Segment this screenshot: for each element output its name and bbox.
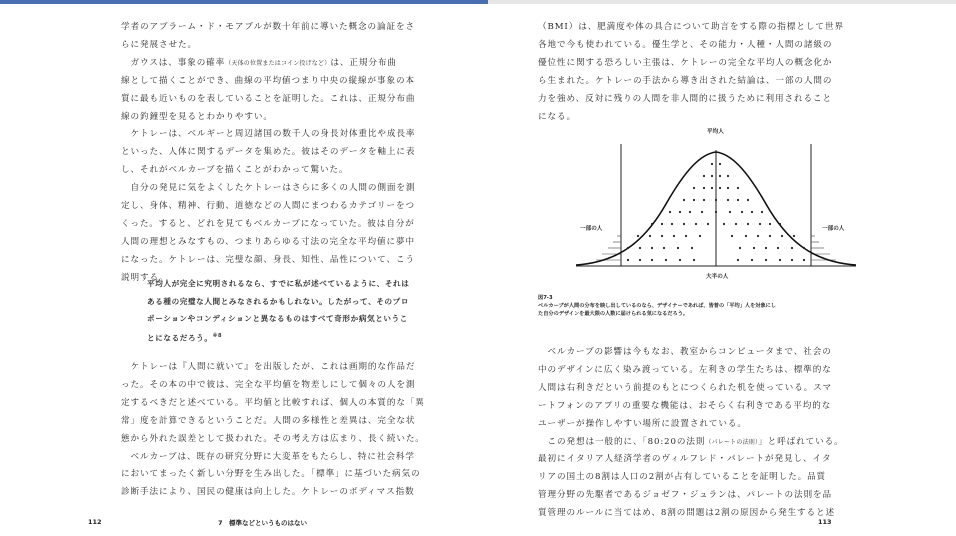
text-line: 自分の発見に気をよくしたケトレーはさらに多くの人間の側面を測 xyxy=(121,183,416,194)
text-line: 質に最も近いものを表していることを証明した。これは、正規分布曲 xyxy=(121,93,416,104)
text-line: 質管理のルールに当てはめ、8割の問題は2割の原因から発生すると述 xyxy=(538,508,836,519)
figure-caption xyxy=(538,294,776,319)
population-dot xyxy=(731,235,733,237)
population-dot xyxy=(703,187,705,189)
text-line: ユーザーが操作しやすい場所に設置されている。 xyxy=(538,418,747,429)
population-dot xyxy=(679,259,681,261)
text-line: 人間は右利きだという前提のもとにつくられた机を使っている。スマ xyxy=(538,382,832,393)
right-paragraph-block-2 xyxy=(538,344,844,523)
population-dot xyxy=(693,187,695,189)
text-line xyxy=(121,55,415,73)
quote-line xyxy=(147,328,417,347)
population-dot xyxy=(735,223,737,225)
population-dot xyxy=(779,259,781,261)
population-dot xyxy=(757,235,759,237)
left-paragraph-block-2 xyxy=(121,359,425,502)
quote-line: ある種の完璧な人間とみなされるかもしれない。したがって、そのプロ xyxy=(147,296,410,306)
population-dot xyxy=(779,223,781,225)
text-line: 中のデザインに広く染み渡っている。左利きの学生たちは、標準的な xyxy=(538,364,832,375)
inline-note: （パレートの法則） xyxy=(705,438,759,446)
population-dot xyxy=(679,211,681,213)
text-segment: は、正規分布曲 xyxy=(330,57,397,68)
label-some-people-left: 一部の人 xyxy=(580,226,603,232)
population-dot xyxy=(627,247,629,249)
text-line: リアの国土の8割は人口の2割が占有していることを証明した。品質 xyxy=(538,472,827,483)
text-line: くった。すると、どれを見てもベルカーブになっていた。彼は自分が xyxy=(121,218,415,229)
text-line: 診断手法により、国民の健康は向上した。ケトレーのボディマス指数 xyxy=(121,487,415,498)
population-dot xyxy=(691,247,693,249)
population-dot xyxy=(727,187,729,189)
population-dot xyxy=(627,259,629,261)
population-dot xyxy=(719,187,721,189)
population-dot xyxy=(737,199,739,201)
population-dot xyxy=(765,259,767,261)
text-line: 管理分野の先駆者であるジョゼフ・ジュランは、パレートの法則を品 xyxy=(538,490,832,501)
population-dot xyxy=(683,199,685,201)
left-page xyxy=(0,4,478,536)
text-line: 線として描くことができ、曲線の平均値つまり中央の縦線が事象の本 xyxy=(121,75,415,86)
right-page xyxy=(478,4,956,536)
text-line: といった、人体に関するデータを集めた。彼はそのデータを軸上に表 xyxy=(121,147,416,158)
text-line: 線の釣鐘型を見るとわかりやすい。 xyxy=(121,111,273,122)
population-dot xyxy=(661,235,663,237)
population-dot xyxy=(803,247,805,249)
label-average-person: 平均人 xyxy=(707,129,724,135)
population-dot xyxy=(651,259,653,261)
population-dot xyxy=(703,199,705,201)
caption-line: た自分のデザインを最大限の人数に届けられる気になるだろう。 xyxy=(538,311,689,318)
label-most-people: 大半の人 xyxy=(706,274,729,280)
text-line: った。その本の中で彼は、完全な平均値を物差しにして個々の人を測 xyxy=(121,379,416,390)
left-tail-hatching xyxy=(596,236,621,260)
text-line: 学者のアブラーム・ド・モアブルが数十年前に導いた概念の論証をさ xyxy=(121,22,415,32)
text-line: 人間の理想とみなすもの、つまりあらゆる寸法の完全な平均値に夢中 xyxy=(121,236,415,247)
population-dot xyxy=(639,259,641,261)
inline-note: （天体の位置またはコイン投げなど） xyxy=(225,59,331,67)
text-line: 説明する。 xyxy=(121,272,169,283)
text-line: し、それがベルカーブを描くことがわかって驚いた。 xyxy=(121,165,349,176)
population-dot xyxy=(707,223,709,225)
text-line: 各地で今も使われている。優生学と、その能力・人種・人間の諸級の xyxy=(538,39,833,50)
population-dot xyxy=(727,199,729,201)
text-line: ートフォンのアプリの重要な機能は、おそらく右利きである平均的な xyxy=(538,400,832,411)
text-segment: ガウスは、事象の確率 xyxy=(121,57,226,68)
population-dot xyxy=(673,235,675,237)
population-dot xyxy=(685,235,687,237)
population-dot xyxy=(637,235,639,237)
population-dot xyxy=(741,211,743,213)
population-dot xyxy=(661,223,663,225)
population-dot xyxy=(793,235,795,237)
text-line: ケトレーは、ベルギーと周辺諸国の数千人の身長対体重比や成長率 xyxy=(121,129,416,140)
population-dot xyxy=(723,223,725,225)
population-dot xyxy=(711,175,713,177)
population-dot xyxy=(753,247,755,249)
population-dot xyxy=(693,199,695,201)
chapter-running-head: 7 標準などというものはない xyxy=(218,519,308,527)
right-page-number: 113 xyxy=(818,518,832,526)
population-dot xyxy=(777,247,779,249)
population-dot xyxy=(715,199,717,201)
population-dot xyxy=(639,247,641,249)
population-dot xyxy=(719,175,721,177)
population-dot xyxy=(729,211,731,213)
population-dot xyxy=(649,235,651,237)
population-dot xyxy=(769,223,771,225)
population-dot xyxy=(769,235,771,237)
footnote-reference: ※8 xyxy=(212,332,223,339)
text-line: 常」度を計算できるということだ。人間の多様性と差異は、完全な状 xyxy=(121,415,416,426)
population-dot xyxy=(727,175,729,177)
text-line: 態から外れた誤差として扱われた。その考え方は広まり、長く続いた。 xyxy=(121,433,425,444)
label-some-people-right: 一部の人 xyxy=(822,226,845,232)
population-dot xyxy=(737,259,739,261)
text-line: になる。 xyxy=(538,111,576,122)
population-dot xyxy=(803,259,805,261)
population-dot xyxy=(695,223,697,225)
caption-line: ベルカーブが人間の分布を映し出しているのなら、デザイナーであれば、皆普の「平均」人を対象にし xyxy=(538,303,777,310)
bell-curve-graphic xyxy=(566,124,866,289)
text-line: 力を強め、反対に残りの人間を非人間的に扱うために利用されること xyxy=(538,93,832,104)
caption-figure-number: 図7-3 xyxy=(538,295,553,301)
population-dot xyxy=(651,247,653,249)
block-quote xyxy=(147,275,417,347)
population-dot xyxy=(791,259,793,261)
population-dot xyxy=(761,211,763,213)
population-dot xyxy=(747,199,749,201)
population-dot xyxy=(719,163,721,165)
text-line: 優位性に関する恐ろしい主張は、ケトレーの完全な平均人の概念化か xyxy=(538,57,833,68)
population-dot xyxy=(663,247,665,249)
left-page-number: 112 xyxy=(88,518,102,526)
population-dot xyxy=(677,247,679,249)
right-paragraph-block-1 xyxy=(538,19,844,126)
text-line: ベルカーブの影響は今もなお、教室からコンピュータまで、社会の xyxy=(538,347,832,357)
text-line: ら生まれた。ケトレーの手法から導き出された結論は、一部の人間の xyxy=(538,75,833,86)
population-dot xyxy=(781,235,783,237)
population-dot xyxy=(737,187,739,189)
right-tail-hatching xyxy=(811,236,836,260)
population-dot xyxy=(701,211,703,213)
text-line: ベルカーブは、既存の研究分野に大変革をもたらし、特に社会科学 xyxy=(121,451,415,462)
text-line: 最初にイタリア人経済学者のヴィルフレド・パレートが発見し、イタ xyxy=(538,454,832,465)
book-spread xyxy=(0,4,956,536)
bell-curve-figure xyxy=(566,124,866,289)
text-line: においてまったく新しい分野を生み出した。「標準」に基づいた病気の xyxy=(121,469,421,480)
population-dot xyxy=(683,223,685,225)
population-dot xyxy=(715,211,717,213)
text-line: らに発展させた。 xyxy=(121,39,197,50)
population-dot xyxy=(751,259,753,261)
population-dot xyxy=(711,187,713,189)
population-dot xyxy=(693,259,695,261)
population-dot xyxy=(651,223,653,225)
text-line: ケトレーは『人間に就いて』を出版したが、これは画期的な作品だ xyxy=(121,362,416,372)
population-dot xyxy=(751,211,753,213)
population-dot xyxy=(711,163,713,165)
text-line xyxy=(538,434,844,452)
population-dot xyxy=(759,223,761,225)
population-dot xyxy=(703,175,705,177)
population-dot xyxy=(791,247,793,249)
text-line: 定するべきだと述べている。平均値と比較すれば、個人の本質的な「異 xyxy=(121,397,425,408)
text-line: になった。ケトレーは、完璧な顔、身長、知性、品性について、こう xyxy=(121,254,415,265)
text-segment: この発想は一般的に、「80:20の法則 xyxy=(538,436,706,447)
population-dot xyxy=(765,247,767,249)
population-dot xyxy=(739,247,741,249)
quote-line: ポーションやコンディションと異なるものはすべて奇形か病気というこ xyxy=(147,314,408,323)
population-dot xyxy=(669,211,671,213)
text-line: 定し、身体、精神、行動、道徳などの人間にまつわるカテゴリーをつ xyxy=(121,201,415,212)
population-dot xyxy=(689,211,691,213)
population-dot xyxy=(745,235,747,237)
population-dot xyxy=(699,235,701,237)
population-dot xyxy=(671,223,673,225)
text-segment: 」と呼ばれている。 xyxy=(758,436,844,447)
population-dot xyxy=(747,223,749,225)
quote-text: とになるだろう。 xyxy=(147,333,213,343)
left-paragraph-block-1 xyxy=(121,19,415,288)
text-line: （BMI）は、肥満度や体の具合について助言をする際の指標として世界 xyxy=(538,22,844,32)
population-dot xyxy=(665,259,667,261)
quote-line: 平均人が完全に究明されるなら、すでに私が述べているように、それは xyxy=(147,279,410,288)
